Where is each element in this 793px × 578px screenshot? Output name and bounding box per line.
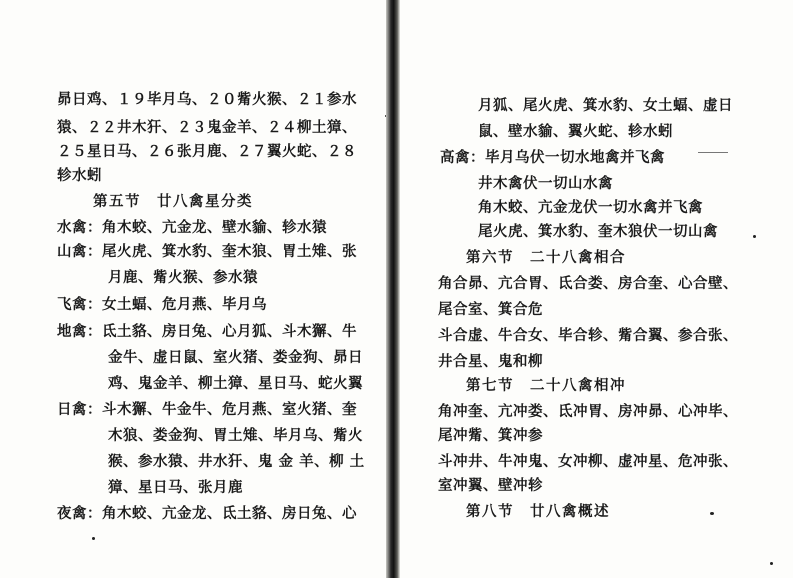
- section-heading: 第六节 二十八禽相合: [466, 249, 626, 266]
- text-line: 高禽：毕月乌伏一切水地禽并飞禽: [440, 149, 665, 166]
- text-line: 山禽：尾火虎、箕水豹、奎木狼、胃土雉、张: [57, 243, 357, 260]
- text-line: 鸡、鬼金羊、柳土獐、星日马、蛇火翼: [108, 375, 363, 392]
- text-line: 室冲翼、壁冲轸: [438, 477, 543, 494]
- text-line: 井合星、鬼和柳: [438, 353, 543, 370]
- text-line: 金牛、虚日鼠、室火猪、娄金狗、昴日: [108, 349, 363, 366]
- section-heading: 第八节 廿八禽概述: [466, 503, 610, 520]
- text-line: 尾合室、箕合危: [438, 301, 543, 318]
- ink-speck: [92, 537, 95, 540]
- text-line: 飞禽：女土蝠、危月燕、毕月乌: [57, 296, 267, 313]
- text-line: 月狐、尾火虎、箕水豹、女土蝠、虚日: [478, 97, 733, 114]
- text-line: 角冲奎、亢冲娄、氐冲胃、房冲昴、心冲毕、: [438, 403, 738, 420]
- right-page: [398, 0, 793, 578]
- text-line: 夜禽：角木蛟、亢金龙、氐土貉、房日兔、心: [57, 505, 357, 522]
- text-line: 地禽：氐土貉、房日兔、心月狐、斗木獬、牛: [57, 323, 357, 340]
- ink-speck: [770, 562, 773, 565]
- text-line: 角合昴、亢合胃、氐合娄、房合奎、心合壁、: [438, 275, 738, 292]
- text-line: 日禽：斗木獬、牛金牛、危月燕、室火猪、奎: [57, 401, 357, 418]
- ink-speck: [753, 235, 756, 238]
- text-line: ２５星日马、２６张月鹿、２７翼火蛇、２８: [57, 143, 357, 160]
- text-line: 猴、参水猿、井水犴、鬼 金 羊、柳 土: [108, 453, 365, 470]
- text-line: 月鹿、觜火猴、参水猿: [108, 269, 258, 286]
- text-line: 水禽：角木蛟、亢金龙、壁水貐、轸水猿: [57, 219, 327, 236]
- text-line: 猿、２２井木犴、２３鬼金羊、２４柳土獐、: [57, 119, 357, 136]
- left-page: [0, 0, 388, 578]
- text-line: 木狼、娄金狗、胃土雉、毕月乌、觜火: [108, 427, 363, 444]
- text-line: 尾火虎、箕水豹、奎木狼伏一切山禽: [478, 223, 718, 240]
- section-heading: 第五节 廿八禽星分类: [93, 193, 253, 210]
- text-line: 獐、星日马、张月鹿: [108, 479, 243, 496]
- text-line: 斗冲井、牛冲鬼、女冲柳、虚冲星、危冲张、: [438, 453, 738, 470]
- text-line: 井木禽伏一切山水禽: [478, 175, 613, 192]
- text-line: 角木蛟、亢金龙伏一切水禽并飞禽: [478, 199, 703, 216]
- text-line: 尾冲觜、箕冲参: [438, 427, 543, 444]
- text-line: 昴日鸡、１９毕月乌、２０觜火猴、２１参水: [57, 91, 357, 108]
- text-line: 轸水蚓: [57, 167, 102, 184]
- text-line: 鼠、壁水貐、翼火蛇、轸水蚓: [478, 123, 673, 140]
- scan-mark: [698, 152, 728, 153]
- ink-speck: [710, 512, 714, 515]
- text-line: 斗合虚、牛合女、毕合轸、觜合翼、参合张、: [438, 327, 738, 344]
- section-heading: 第七节 二十八禽相冲: [466, 377, 626, 394]
